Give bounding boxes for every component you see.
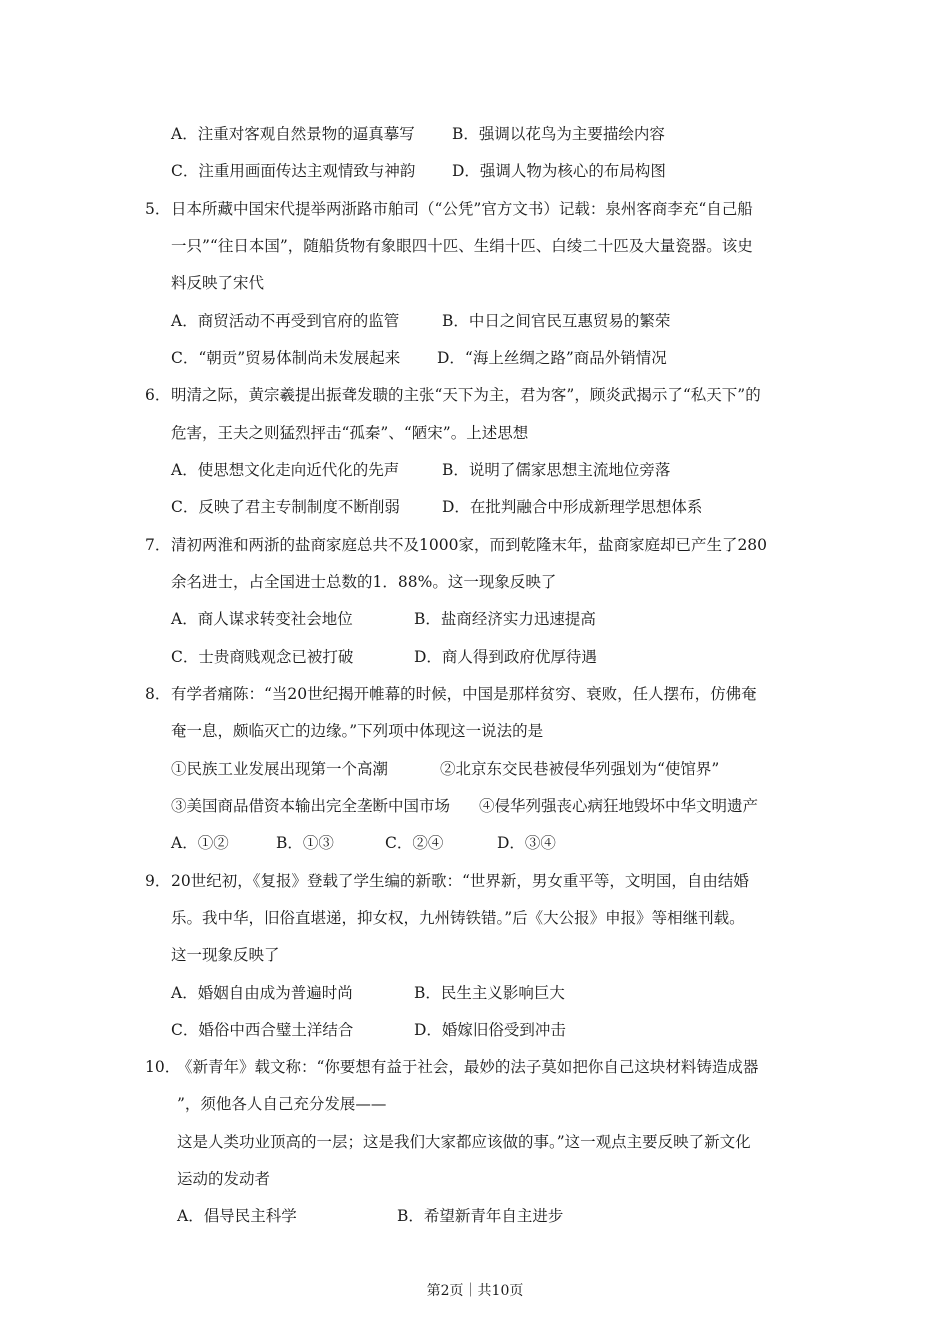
- q9-option-b: B．民生主义影响巨大: [414, 984, 565, 1002]
- q5-option-c: C．“朝贡”贸易体制尚未发展起来: [171, 349, 401, 367]
- q5-number: 5．: [145, 200, 171, 218]
- q8-option-d: D．③④: [497, 834, 556, 852]
- q9-stem-line3: 这一现象反映了: [171, 946, 280, 964]
- q9-option-a: A．婚姻自由成为普遍时尚: [171, 984, 353, 1002]
- q8-item-2: ②北京东交民巷被侵华列强划为“使馆界”: [440, 760, 720, 778]
- q8-item-4: ④侵华列强丧心病狂地毁坏中华文明遗产: [479, 797, 759, 815]
- q6-stem-line2: 危害，王夫之则猛烈抨击“孤秦”、“陋宋”。上述思想: [171, 424, 529, 442]
- q7-option-d: D．商人得到政府优厚待遇: [414, 648, 597, 666]
- q5-stem-line1: 日本所藏中国宋代提举两浙路市舶司（“公凭”官方文书）记载：泉州客商李充“自己船: [171, 200, 753, 218]
- q6-number: 6．: [145, 386, 171, 404]
- q5-stem-line3: 料反映了宋代: [171, 274, 265, 292]
- q7-stem-line2: 余名进士，占全国进士总数的1．88%。这一现象反映了: [171, 573, 557, 591]
- q8-option-b: B．①③: [276, 834, 334, 852]
- q8-stem-line2: 奄一息，颇临灭亡的边缘。”下列项中体现这一说法的是: [171, 722, 544, 740]
- q6-option-d: D．在批判融合中形成新理学思想体系: [442, 498, 703, 516]
- q5-option-d: D．“海上丝绸之路”商品外销情况: [437, 349, 667, 367]
- q6-option-a: A．使思想文化走向近代化的先声: [171, 461, 400, 479]
- q10-option-a: A．倡导民主科学: [177, 1207, 297, 1225]
- q6-stem-line1: 明清之际，黄宗羲提出振聋发聩的主张“天下为主，君为客”，顾炎武揭示了“私天下”的: [171, 386, 761, 404]
- q5-option-a: A．商贸活动不再受到官府的监管: [171, 312, 400, 330]
- q7-number: 7．: [145, 536, 171, 554]
- q8-option-a: A．①②: [171, 834, 229, 852]
- q10-stem-line1: 《新青年》载文称：“你要想有益于社会，最妙的法子莫如把你自己这块材料铸造成器: [177, 1058, 759, 1076]
- q7-stem-line1: 清初两淮和两浙的盐商家庭总共不及1000家，而到乾隆末年，盐商家庭却已产生了280: [171, 536, 768, 554]
- q6-option-b: B．说明了儒家思想主流地位旁落: [442, 461, 671, 479]
- q10-option-b: B．希望新青年自主进步: [397, 1207, 564, 1225]
- q4-option-b: B．强调以花鸟为主要描绘内容: [452, 125, 665, 143]
- q9-stem-line2: 乐。我中华，旧俗直堪递，抑女权，九州铸铁错。”后《大公报》申报》等相继刊载。: [171, 909, 745, 927]
- q9-number: 9．: [145, 872, 171, 890]
- q5-option-b: B．中日之间官民互惠贸易的繁荣: [442, 312, 671, 330]
- q4-option-d: D．强调人物为核心的布局构图: [452, 162, 666, 180]
- q8-option-c: C．②④: [385, 834, 444, 852]
- q8-number: 8．: [145, 685, 171, 703]
- q8-item-3: ③美国商品借资本输出完全垄断中国市场: [171, 797, 451, 815]
- q10-stem-line2: ”，须他各人自己充分发展——: [177, 1095, 387, 1113]
- q4-option-c: C．注重用画面传达主观情致与神韵: [171, 162, 416, 180]
- q7-option-c: C．士贵商贱观念已被打破: [171, 648, 354, 666]
- q8-stem-line1: 有学者痛陈：“当20世纪揭开帷幕的时候，中国是那样贫穷、衰败，任人摆布，仿佛奄: [171, 685, 757, 703]
- q5-stem-line2: 一只”“往日本国”，随船货物有象眼四十匹、生绢十匹、白绫二十匹及大量瓷器。该史: [171, 237, 753, 255]
- q7-option-b: B．盐商经济实力迅速提高: [414, 610, 596, 628]
- q9-option-c: C．婚俗中西合璧土洋结合: [171, 1021, 354, 1039]
- q9-stem-line1: 20世纪初，《复报》登载了学生编的新歌：“世界新，男女重平等，文明国，自由结婚: [171, 872, 749, 890]
- page-footer: 第2页｜共10页: [426, 1283, 524, 1299]
- q10-number: 10．: [145, 1058, 181, 1076]
- q6-option-c: C．反映了君主专制制度不断削弱: [171, 498, 400, 516]
- q7-option-a: A．商人谋求转变社会地位: [171, 610, 353, 628]
- q10-stem-line4: 运动的发动者: [177, 1170, 271, 1188]
- q10-stem-line3: 这是人类功业顶高的一层；这是我们大家都应该做的事。”这一观点主要反映了新文化: [177, 1133, 751, 1151]
- q4-option-a: A．注重对客观自然景物的逼真摹写: [171, 125, 415, 143]
- q9-option-d: D．婚嫁旧俗受到冲击: [414, 1021, 566, 1039]
- q8-item-1: ①民族工业发展出现第一个高潮: [171, 760, 389, 778]
